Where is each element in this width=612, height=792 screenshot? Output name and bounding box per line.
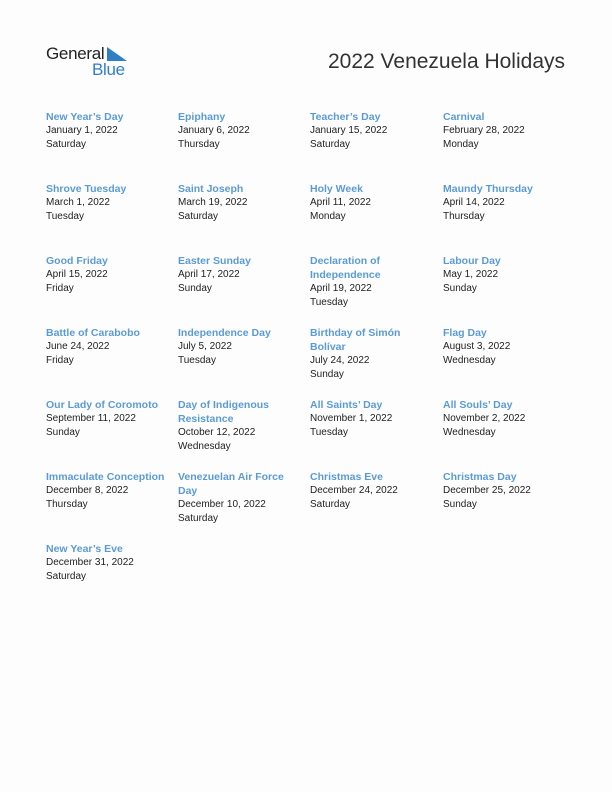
holiday-entry xyxy=(443,326,575,398)
holiday-entry xyxy=(46,110,178,182)
holiday-name: Holy Week xyxy=(310,183,363,195)
holiday-name: Christmas Eve xyxy=(310,471,383,483)
holiday-entry xyxy=(178,326,310,398)
holiday-weekday: Thursday xyxy=(178,139,220,150)
holiday-date: April 17, 2022 xyxy=(178,269,240,280)
holiday-entry xyxy=(443,470,575,542)
holiday-name: Shrove Tuesday xyxy=(46,183,127,195)
holiday-weekday: Sunday xyxy=(443,283,477,294)
holiday-weekday: Monday xyxy=(443,139,479,150)
holiday-entry xyxy=(178,470,310,542)
holiday-entry xyxy=(178,398,310,470)
holiday-date: January 6, 2022 xyxy=(178,125,250,136)
holiday-entry xyxy=(443,254,575,326)
holiday-entry xyxy=(46,542,178,614)
holiday-weekday: Sunday xyxy=(310,369,344,380)
holiday-entry xyxy=(310,254,443,326)
holiday-entry xyxy=(46,326,178,398)
holiday-entry xyxy=(310,398,443,470)
holiday-name: Teacher’s Day xyxy=(310,111,381,123)
holiday-weekday: Tuesday xyxy=(310,297,348,308)
holiday-name: Flag Day xyxy=(443,327,487,339)
holiday-date: November 2, 2022 xyxy=(443,413,526,424)
holiday-name: Saint Joseph xyxy=(178,183,244,195)
holiday-entry xyxy=(178,110,310,182)
holiday-name: Independence Day xyxy=(178,327,271,339)
logo-triangle-icon xyxy=(107,47,127,61)
holiday-weekday: Wednesday xyxy=(443,355,496,366)
holiday-name: New Year’s Day xyxy=(46,111,124,123)
holiday-weekday: Tuesday xyxy=(178,355,216,366)
holiday-entry xyxy=(178,254,310,326)
holiday-date: December 25, 2022 xyxy=(443,485,531,496)
holiday-date: December 8, 2022 xyxy=(46,485,129,496)
holiday-entry xyxy=(178,182,310,254)
holiday-name: Our Lady of Coromoto xyxy=(46,399,158,411)
holiday-weekday: Sunday xyxy=(443,499,477,510)
holiday-date: December 10, 2022 xyxy=(178,499,266,510)
holiday-name: Venezuelan Air Force Day xyxy=(178,471,284,497)
holiday-name: Epiphany xyxy=(178,111,226,123)
holiday-date: January 15, 2022 xyxy=(310,125,388,136)
holiday-date: April 19, 2022 xyxy=(310,283,372,294)
holiday-entry xyxy=(310,470,443,542)
holiday-weekday: Monday xyxy=(310,211,346,222)
holiday-weekday: Tuesday xyxy=(46,211,84,222)
holiday-name: Labour Day xyxy=(443,255,501,267)
holiday-weekday: Wednesday xyxy=(178,441,231,452)
holiday-date: July 24, 2022 xyxy=(310,355,370,366)
holiday-name: Maundy Thursday xyxy=(443,183,533,195)
holiday-entry xyxy=(443,182,575,254)
holiday-name: Birthday of Simón Bolívar xyxy=(310,327,401,353)
holiday-date: January 1, 2022 xyxy=(46,125,118,136)
holiday-entry xyxy=(46,182,178,254)
holiday-weekday: Thursday xyxy=(443,211,485,222)
holiday-weekday: Wednesday xyxy=(443,427,496,438)
holiday-date: February 28, 2022 xyxy=(443,125,525,136)
holiday-entry xyxy=(443,110,575,182)
holiday-name: Good Friday xyxy=(46,255,108,267)
holiday-name: All Saints’ Day xyxy=(310,399,383,411)
holiday-date: March 1, 2022 xyxy=(46,197,110,208)
holiday-date: October 12, 2022 xyxy=(178,427,256,438)
holiday-weekday: Saturday xyxy=(46,571,87,582)
holiday-date: December 31, 2022 xyxy=(46,557,134,568)
logo-blue-text: Blue xyxy=(92,60,125,79)
holiday-name: Carnival xyxy=(443,111,485,123)
holiday-name: Easter Sunday xyxy=(178,255,251,267)
holiday-weekday: Friday xyxy=(46,283,74,294)
holiday-date: December 24, 2022 xyxy=(310,485,398,496)
holiday-name: Day of Indigenous Resistance xyxy=(178,399,270,425)
holiday-entry xyxy=(310,110,443,182)
holiday-date: November 1, 2022 xyxy=(310,413,393,424)
holiday-weekday: Sunday xyxy=(46,427,80,438)
holiday-name: Immaculate Conception xyxy=(46,471,165,483)
holiday-name: All Souls’ Day xyxy=(443,399,513,411)
holiday-date: September 11, 2022 xyxy=(46,413,136,424)
holiday-weekday: Saturday xyxy=(310,499,351,510)
holiday-entry xyxy=(310,182,443,254)
holiday-weekday: Friday xyxy=(46,355,74,366)
holiday-date: March 19, 2022 xyxy=(178,197,248,208)
holiday-entry xyxy=(46,254,178,326)
holiday-name: Battle of Carabobo xyxy=(46,327,140,339)
holiday-date: July 5, 2022 xyxy=(178,341,232,352)
holiday-weekday: Saturday xyxy=(310,139,351,150)
holiday-date: April 15, 2022 xyxy=(46,269,108,280)
holiday-date: April 14, 2022 xyxy=(443,197,505,208)
holiday-name: New Year’s Eve xyxy=(46,543,123,555)
holiday-weekday: Tuesday xyxy=(310,427,348,438)
holiday-weekday: Saturday xyxy=(46,139,87,150)
holiday-date: April 11, 2022 xyxy=(310,197,371,208)
generalblue-logo xyxy=(46,44,136,80)
holiday-date: May 1, 2022 xyxy=(443,269,499,280)
holiday-date: August 3, 2022 xyxy=(443,341,511,352)
holiday-weekday: Saturday xyxy=(178,211,219,222)
holiday-entry xyxy=(310,326,443,398)
holiday-entry xyxy=(46,470,178,542)
logo-general-text: General xyxy=(46,44,105,63)
holiday-name: Christmas Day xyxy=(443,471,517,483)
holiday-date: June 24, 2022 xyxy=(46,341,110,352)
holiday-entry xyxy=(46,398,178,470)
holiday-entry xyxy=(443,398,575,470)
holiday-name: Declaration of Independence xyxy=(310,255,381,281)
holiday-weekday: Saturday xyxy=(178,513,219,524)
holiday-grid xyxy=(46,110,575,614)
holiday-weekday: Thursday xyxy=(46,499,88,510)
page-title: 2022 Venezuela Holidays xyxy=(327,50,565,73)
holiday-weekday: Sunday xyxy=(178,283,212,294)
